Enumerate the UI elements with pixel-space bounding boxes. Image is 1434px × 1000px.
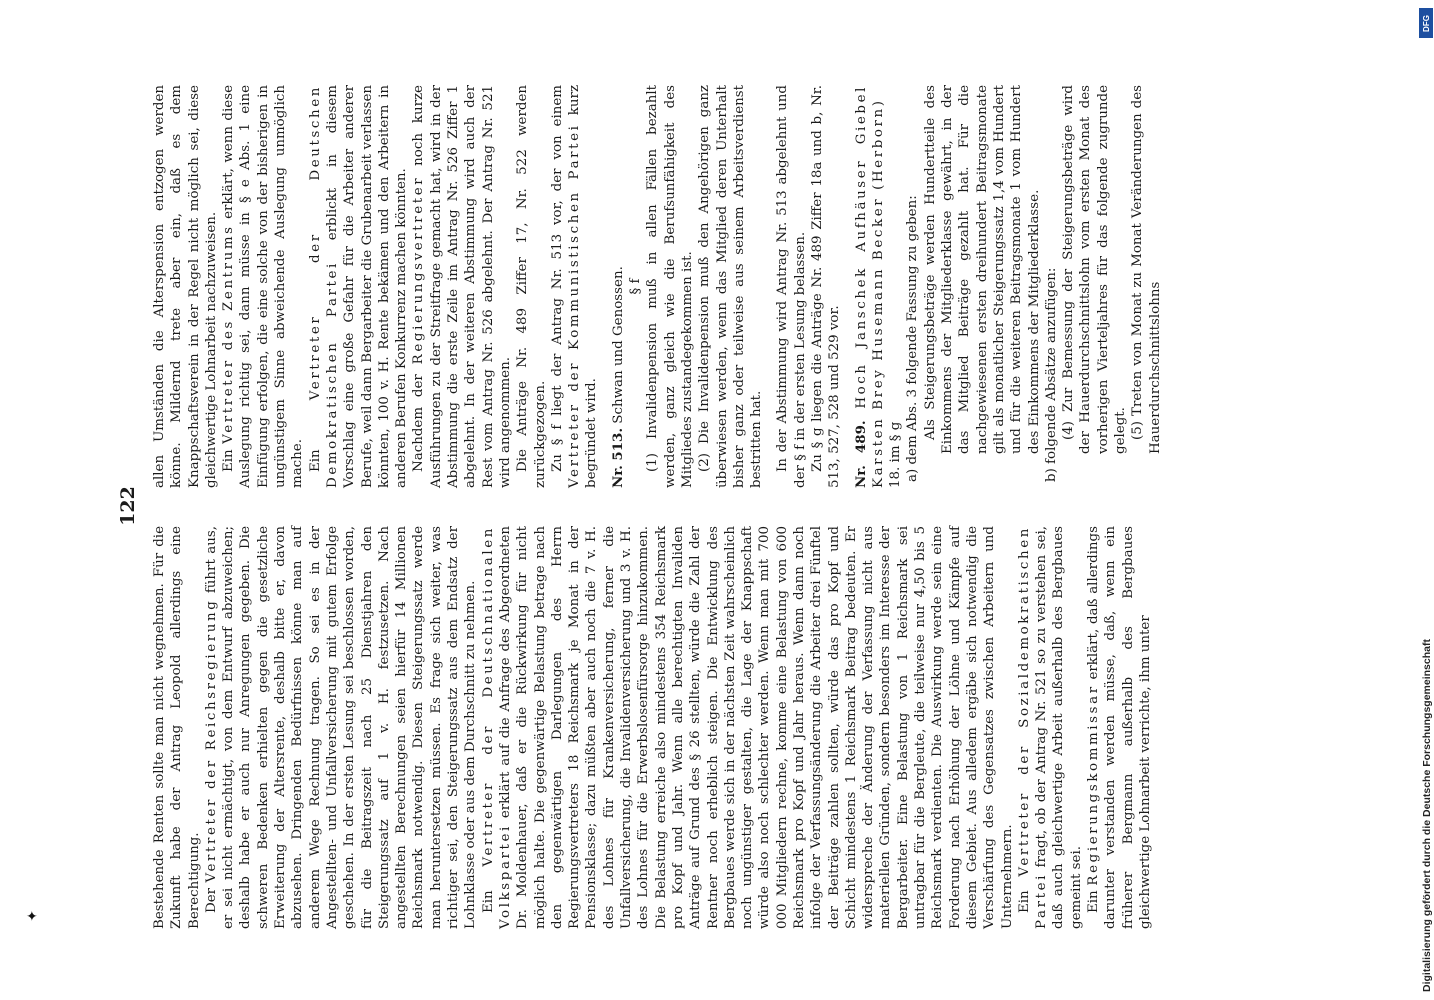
paragraph: Ein Vertreter des Zentrums erklärt, wenn diese Auslegung richtig sei, dann müsse in § e Abs. 1 eine Einfügung erfolgen, die eine solche von der bisherigen in ungünstigem Sinne abweichende Auslegung unmöglich mache.	[221, 85, 306, 488]
subitem-text: (5) Treten von Monat zu Monat Veränderungen des Hauerdurchschnittslohns	[1130, 85, 1163, 454]
speaker-name: Vertreter der Deutschen Demokratischen Partei	[307, 85, 340, 488]
speaker-name: Vertreter der Sozialdemokratischen Partei	[1016, 526, 1050, 929]
text-run: Ein	[1086, 885, 1102, 913]
motion-heading	[853, 85, 888, 488]
right-column	[151, 85, 1164, 488]
clause: (1) Invalidenpension muß in allen Fällen bezahlt werden, ganz gleich wie die Berufsunfähigkeit des Mitgliedes zustandegekommen ist.	[645, 85, 695, 488]
text-run: erklärt, daß allerdings darunter verstanden werden müsse, daß, wenn ein früherer Bergmann außerhalb des Bergbaues gleichwertige Lohnarbeit verrichte, ihm unter	[1086, 526, 1153, 929]
paragraph: Zu § g liegen die Anträge Nr. 489 Ziffer 18a und b, Nr. 513, 527, 528 und 529 vor.	[809, 85, 843, 488]
motion-authors: Schwan und Genossen.	[610, 266, 626, 424]
motion-authors: Hoch Janschek Aufhäuser Giebel Karsten Brey Husemann Becker (Herborn)	[853, 85, 886, 488]
subitem-text: (4) Zur Bemessung der Steigerungsbeträge wird der Hauerdurchschnittslohn vom ersten Monat des vorherigen Vierteljahres für das folgende zugrunde gelegt.	[1061, 85, 1129, 454]
paragraph	[480, 526, 1016, 929]
subitem-text: Als Steigerungsbeträge werden Hundertteile des Einkommens der Mitgliederklasse gewährt, in der das Mitglied Beiträge gezahlt hat. Für die nachgewiesenen ersten dreihundert Beitragsmonate gilt als monatlicher Steigerungssatz 1,4 vom Hundert und für die weiteren Beitragsmonate 1 vom Hundert des Einkommens der Mitgliederklasse.	[922, 85, 1042, 454]
page-number: 122	[117, 486, 139, 526]
paragraph	[203, 526, 480, 929]
paragraph: Zu § f liegt der Antrag Nr. 513 vor, der von einem Vertreter der Kommunistischen Partei kurz begründet wird.	[549, 85, 600, 488]
dfg-logo	[1419, 8, 1433, 38]
digitization-watermark: Digitalisierung gefördert durch die Deutsche Forschungsgemeinschaft	[1421, 639, 1433, 992]
margin-mark-icon: ✦	[26, 909, 38, 925]
rotated-page	[117, 75, 1300, 937]
speaker-name: Vertreter der Reichsregierung	[203, 598, 219, 883]
section-heading: § f	[628, 278, 644, 295]
dfg-logo-text: DFG	[1421, 14, 1431, 32]
text-run: Ein	[1016, 876, 1032, 913]
text-run: Der	[203, 882, 219, 913]
item-heading: 18. im § g	[888, 421, 904, 488]
paragraph: Die Anträge Nr. 489 Ziffer 17, Nr. 522 werden zurückgezogen.	[515, 85, 548, 488]
paragraph: allen Umständen die Alterspension entzogen werden könne. Mildernd trete aber ein, daß es dem Knappschaftsverein in der Regel nicht möglich sei, diese gleichwertige Lohnarbeit nachzuweisen.	[152, 85, 219, 488]
text-run: führt aus, er sei nicht ermächtigt, von dem Entwurf abzuweichen; deshalb habe er auch nur Anregungen gegeben. Die schweren Bedenken erhielten gegen die gesetzliche Erweiterung der Altersrente, deshalb bitte er, davon abzusehen. Dringenden Bedürfnissen könne man auf anderem Wege Rechnung tragen. So sei es in der Angestellten- und Unfallversicherung mit gutem Erfolge geschehen. In der ersten Lesung sei beschlossen worden, für die Beitragszeit nach 25 Dienstjahren den Steigerungssatz auf 1 v. H. festzusetzen. Nach angestellten Berechnungen seien hierfür 14 Millionen Reichsmark notwendig. Diesen Steigerungssatz werde man heruntersetzen müssen. Es frage sich weiter, was richtiger sei, den Steigerungssatz aus dem Endsatz der Lohnklasse oder aus dem Durchschnitt zu nehmen.	[203, 526, 479, 929]
paragraph: Ein Vertreter der Deutschen Demokratischen Partei erblickt in diesem Vorschlag eine große Gefahr für die Arbeiter anderer Berufe, weil dann Bergarbeiter die Grubenarbeit verlassen könnten, 100 v. H. Rente bekämen und den Arbeitern in anderen Berufen Konkurrenz machen könnten.	[307, 85, 410, 488]
left-column	[151, 526, 1154, 929]
speaker-name: Vertreter der Kommunistischen Partei	[567, 123, 583, 488]
text-run: fragt, ob der Antrag Nr. 521 so zu verstehen sei, daß auch gleichwertige Arbeit außerhalb des Bergbaues gemeint sei.	[1034, 526, 1084, 929]
paragraph: In der Abstimmung wird Antrag Nr. 513 abgelehnt und der § f in der ersten Lesung belassen.	[775, 85, 808, 488]
speaker-name: Regierungskommissar	[1086, 684, 1102, 886]
speaker-name: Regierungsvertreter	[411, 175, 427, 365]
paragraph: Nachdem der Regierungsvertreter noch kurze Ausführungen zu der Streitfrage gemacht hat, wird in der Abstimmung die erste Zeile im Antrag Nr. 526 Ziffer 1 abgelehnt. In der weiteren Abstimmung wird auch der Rest vom Antrag Nr. 526 abgelehnt. Der Antrag Nr. 521 wird angenommen.	[411, 85, 513, 488]
subitem: a) dem Abs. 3 folgende Fassung zu geben:	[905, 195, 921, 482]
speaker-name: Vertreter des Zentrums	[221, 224, 237, 444]
motion-number: Nr. 513.	[609, 427, 626, 488]
clause: (2) Die Invalidenpension muß den Angehörigen ganz überwiesen werden, wenn das Mitglied deren Unterhalt bisher ganz oder teilweise aus seinem Arbeitsverdienst bestritten hat.	[697, 85, 765, 488]
speaker-name: Vertreter der Deutschnationalen Volkspartei	[480, 526, 513, 929]
text-run: erklärt auf die Anfrage des Abgeordneten Dr. Moldenhauer, daß er die Rückwirkung für nicht möglich halte. Die gegenwärtige Belastung betrage nach den gegenwärtigen Darlegungen des Herrn Regierungsvertreters 18 Reichsmark je Monat in der Pensionsklasse; dazu müßten aber auch noch die 7 v. H. des Lohnes für Krankenversicherung, ferner die Unfallversicherung, die Invalidenversicherung und 3 v. H. des Lohnes für die Erwerbslosenfürsorge hinzukommen. Die Belastung erreiche also mindestens 354 Reichsmark pro Kopf und Jahr. Wenn alle berechtigten Invaliden Anträge auf Grund des § 26 stellten, würde die Zahl der Rentner noch erheblich steigen. Die Entwicklung des Bergbaues werde sich in der nächsten Zeit wahrscheinlich noch ungünstiger gestalten, die Lage der Knappschaft würde also noch schlechter werden. Wenn man mit 700 000 Mitgliedern rechne, komme eine Belastung von 600 Reichsmark pro Kopf und Jahr heraus. Wenn dann noch infolge der Verfassungsänderung die Arbeiter drei Fünftel der Beiträge zahlen sollten, würde das pro Kopf und Schicht mindestens 1 Reichsmark Beitrag bedeuten. Er widerspreche der Änderung der Verfassung nicht aus materiellen Gründen, sondern besonders im Interesse der Bergarbeiter. Eine Belastung von 1 Reichsmark sei untragbar für die Bergleute, die teilweise nur 4,50 bis 5 Reichsmark verdienten. Die Auswirkung werde sein eine Forderung nach Erhöhung der Löhne und Kämpfe auf diesem Gebiet. Aus alledem ergäbe sich notwendig die Verschärfung des Gegensatzes zwischen Arbeitern und Unternehmern.	[497, 526, 1015, 929]
paragraph: Bestehende Renten sollte man nicht wegnehmen. Für die Zukunft habe der Antrag Leopold allerdings eine Berechtigung.	[152, 526, 202, 929]
subitem: b) folgende Absätze anzufügen:	[1043, 267, 1059, 482]
motion-number: Nr. 489.	[852, 420, 869, 488]
paragraph	[1085, 526, 1154, 929]
text-run: Ein	[480, 866, 496, 913]
paragraph	[1016, 526, 1085, 929]
motion-heading	[610, 85, 627, 488]
